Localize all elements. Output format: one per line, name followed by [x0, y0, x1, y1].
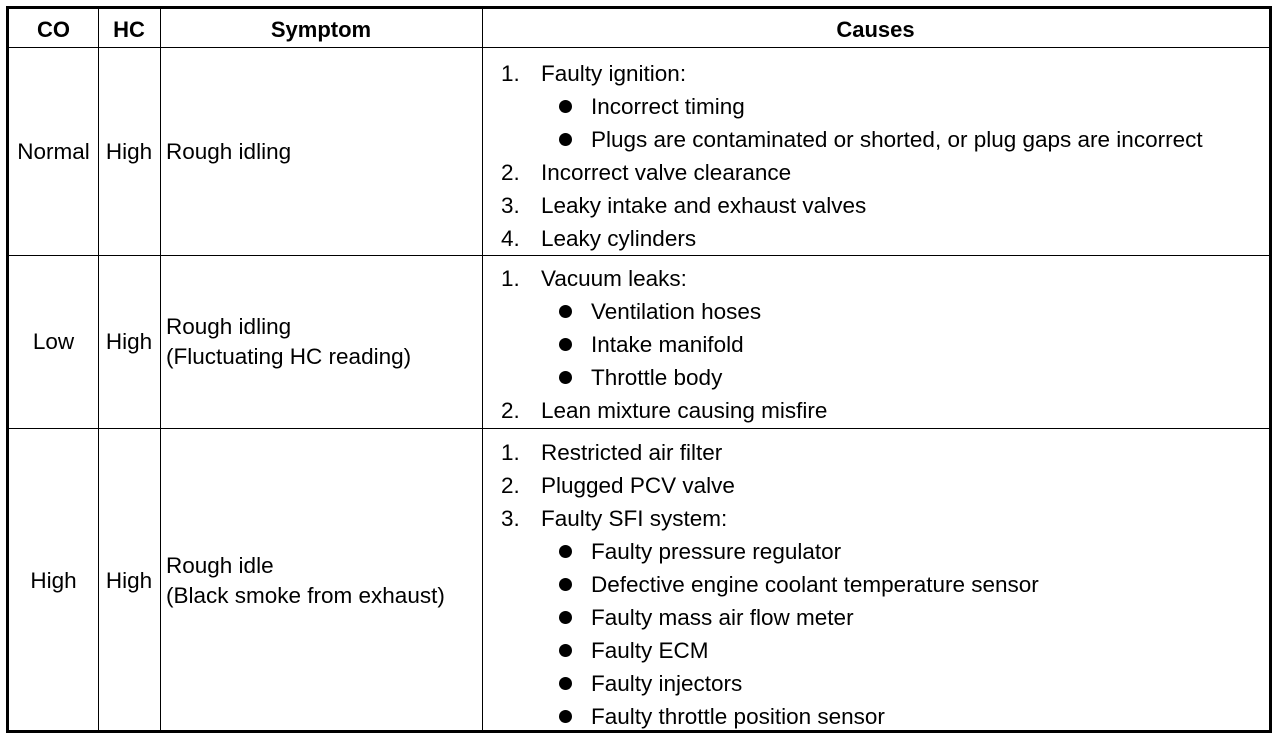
symptom-line: Rough idle: [166, 553, 274, 578]
cause-text: Plugged PCV valve: [541, 473, 735, 498]
cause-text: Faulty SFI system:: [541, 506, 728, 531]
cause-text: Restricted air filter: [541, 440, 723, 465]
cause-text: Plugs are contaminated or shorted, or plug gaps are incorrect: [591, 127, 1203, 152]
cause-number: 1.: [501, 61, 520, 86]
cause-number: 1.: [501, 440, 520, 465]
bullet-icon: [559, 677, 572, 690]
cause-text: Faulty injectors: [591, 671, 743, 696]
row-2-symptom: [166, 256, 480, 428]
diagnosis-table: [6, 6, 1272, 733]
cause-text: Throttle body: [591, 365, 723, 390]
row-3-hc: High: [105, 568, 153, 593]
cause-text: Faulty ECM: [591, 638, 709, 663]
cause-text: Incorrect valve clearance: [541, 160, 792, 185]
cause-number: 4.: [501, 226, 520, 251]
symptom-line: (Black smoke from exhaust): [166, 583, 445, 608]
bullet-icon: [559, 338, 572, 351]
cause-text: Lean mixture causing misfire: [541, 398, 828, 423]
cause-number: 2.: [501, 160, 520, 185]
row-1-co: Normal: [17, 138, 90, 164]
bullet-icon: [559, 305, 572, 318]
cause-text: Defective engine coolant temperature sensor: [591, 572, 1039, 597]
column-divider: [160, 9, 161, 730]
cause-text: Leaky cylinders: [541, 226, 697, 251]
bullet-icon: [559, 133, 572, 146]
bullet-icon: [559, 710, 572, 723]
row-2-hc: High: [105, 329, 153, 354]
cause-text: Faulty mass air flow meter: [591, 605, 854, 630]
symptom-line: Rough idling: [166, 138, 292, 164]
cause-number: 3.: [501, 193, 520, 218]
header-symptom: Symptom: [270, 16, 372, 42]
bullet-icon: [559, 100, 572, 113]
bullet-icon: [559, 545, 572, 558]
cause-number: 1.: [501, 266, 520, 291]
header-co: CO: [37, 16, 70, 42]
cause-number: 2.: [501, 398, 520, 423]
cause-text: Intake manifold: [591, 332, 744, 357]
row-3-co: High: [30, 568, 77, 593]
cause-text: Ventilation hoses: [591, 299, 762, 324]
cause-text: Faulty pressure regulator: [591, 539, 842, 564]
cause-text: Leaky intake and exhaust valves: [541, 193, 867, 218]
bullet-icon: [559, 611, 572, 624]
header-hc: HC: [113, 16, 145, 42]
cause-text: Vacuum leaks:: [541, 266, 687, 291]
cause-number: 2.: [501, 473, 520, 498]
cause-text: Faulty ignition:: [541, 61, 687, 86]
cause-number: 3.: [501, 506, 520, 531]
cause-text: Incorrect timing: [591, 94, 745, 119]
bullet-icon: [559, 644, 572, 657]
row-3-symptom: [166, 429, 480, 733]
column-divider: [482, 9, 483, 730]
row-1-hc: High: [105, 138, 153, 164]
symptom-line: Rough idling: [166, 314, 292, 339]
row-1-symptom: [166, 48, 480, 255]
bullet-icon: [559, 371, 572, 384]
symptom-line: (Fluctuating HC reading): [166, 344, 412, 369]
row-2-co: Low: [32, 329, 75, 354]
cause-text: Faulty throttle position sensor: [591, 704, 885, 729]
bullet-icon: [559, 578, 572, 591]
header-causes: Causes: [836, 16, 915, 42]
